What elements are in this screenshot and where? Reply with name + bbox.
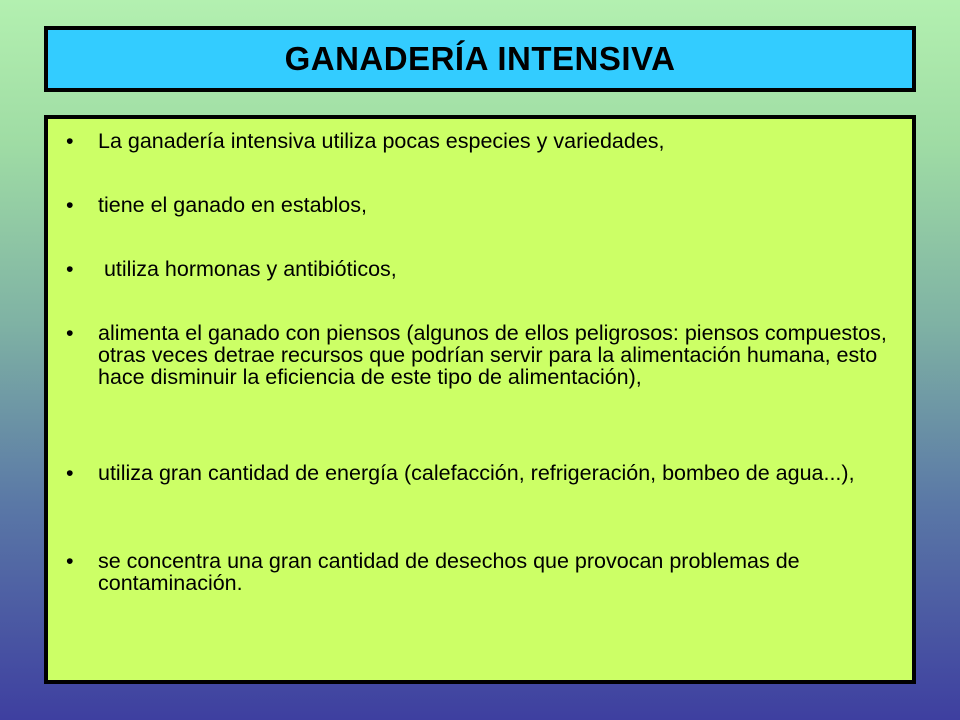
bullet-marker: • [66,129,74,153]
bullet-item [66,130,896,152]
bullet-text: utiliza gran cantidad de energía (calefacción, refrigeración, bombeo de agua...), [98,461,855,485]
bullet-marker: • [66,461,74,485]
title-box [44,26,916,92]
bullet-marker: • [66,193,74,217]
bullet-marker: • [66,549,74,573]
bullet-text: utiliza hormonas y antibióticos, [98,257,397,281]
bullet-item [66,550,896,594]
bullet-item [66,322,896,388]
bullet-text: alimenta el ganado con piensos (algunos de ellos peligrosos: piensos compuestos, otras veces detrae recursos que podrían servir para la alimentación humana, esto hace disminuir la eficiencia de este tipo de alimentación), [98,321,887,389]
bullet-text: se concentra una gran cantidad de desechos que provocan problemas de contaminación. [98,549,800,595]
bullet-marker: • [66,321,74,345]
bullet-marker: • [66,257,74,281]
bullet-text: tiene el ganado en establos, [98,193,367,217]
bullet-item [66,462,896,484]
bullet-item [66,258,896,280]
bullet-item [66,194,896,216]
bullet-text: La ganadería intensiva utiliza pocas especies y variedades, [98,129,665,153]
content-box [44,115,916,684]
slide-title: GANADERÍA INTENSIVA [284,40,676,77]
